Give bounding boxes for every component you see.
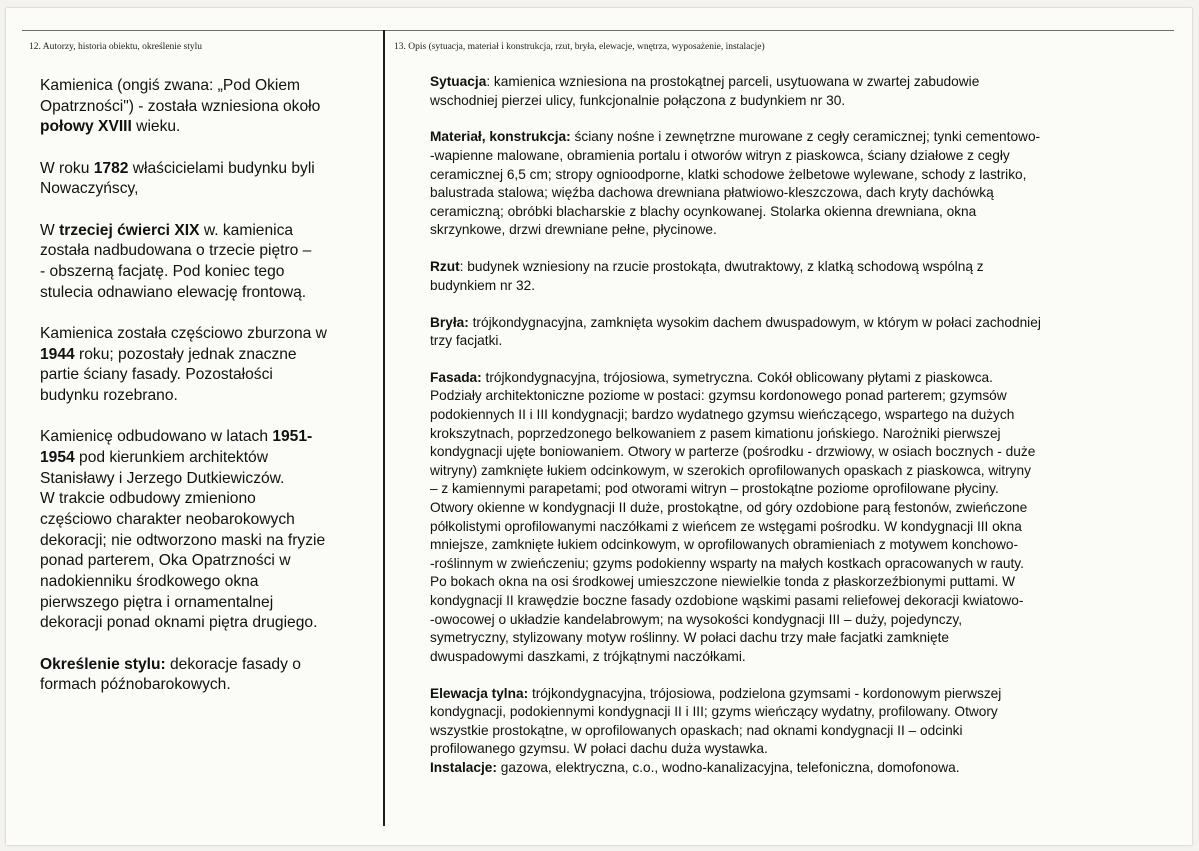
text-line: kondygnacji II krawędzie boczne fasady ozdobione wąskimi pasami reliefowej dekoracji kwiatowo- [430,593,1024,608]
text-run: : budynek wzniesiony na rzucie prostokąta, dwutraktowy, z klatką schodową wspólną z [459,259,984,275]
section-instalacje [430,759,1170,778]
section-label: Rzut [430,259,460,275]
emphasis: 1954 [40,448,75,466]
section-sytuacja [430,73,1170,110]
text-line: - obszerną facjatę. Pod koniec tego [40,262,285,280]
text-line [40,117,370,138]
top-rule [22,30,1174,31]
section-fasada [430,369,1170,667]
text-run: w. kamienica [199,221,294,239]
text-line: -roślinnym w zwieńczeniu; gzyms podokienny wsparty na małych kostkach opracowanych w rauty. [430,555,1024,571]
text-line: balustrada stalowa; więźba dachowa drewniana płatwiowo-kleszczowa, dach kryty dachówką [430,185,994,201]
text-line [40,221,370,242]
text-line: wschodniej pierzei ulicy, funkcjonalnie połączona z budynkiem nr 30. [430,92,846,108]
text-run: dekoracje fasady o [165,655,301,673]
text-line [430,369,1170,388]
text-line: -owocowej o układzie kandelabrowym; na wysokości kondygnacji III – duży, pojedynczy, [430,611,963,627]
text-line: ponad parterem, Oka Opatrzności w [40,552,291,570]
emphasis: 1951- [272,428,313,446]
section-label: Elewacja tylna: [430,685,529,701]
text-line: nadokienniku środkowego okna [40,573,259,591]
section-12-header: 12. Autorzy, historia obiektu, określenie stylu [29,42,202,52]
text-line [40,427,370,448]
emphasis: 1782 [93,159,129,177]
text-line: symetryczny, stylizowany motyw roślinny. W połaci dachu trzy małe facjatki zamknięte [430,630,950,646]
text-line: formach późnobarokowych. [40,676,231,694]
text-line: stulecia odnawiano elewację frontową. [40,283,307,301]
text-line: została nadbudowana o trzecie piętro – [40,242,312,260]
text-run: wieku. [131,118,181,136]
text-line [40,159,370,180]
text-run: trójkondygnacyjna, trójosiowa, symetryczna. Cokół oblicowany płytami z piaskowca. [481,369,993,385]
text-line: ceramicznej 6,5 cm; stropy ognioodporne, klatki schodowe żelbetowe wylewane, schody z lastriko, [430,166,1027,182]
section-label: Fasada: [430,369,482,385]
emphasis: połowy XVIII [40,118,132,136]
emphasis: trzeciej ćwierci XIX [59,221,200,239]
text-run: Kamienicę odbudowano w latach [40,428,273,446]
section-elewacja-tylna [430,685,1170,759]
text-line [430,314,1170,333]
text-line: – z kamiennymi parapetami; pod otworami witryn – prostokątne poziome oprofilowane płyciny. [430,481,999,497]
text-line: budynku rozebrano. [40,386,178,404]
text-line: Podziały architektoniczne poziome w postaci: gzymsu kordonowego ponad parterem; gzymsów [430,388,1007,404]
text-line: W trakcie odbudowy zmieniono [40,490,256,508]
text-line: mniejsze, zamknięte łukiem odcinkowym, w oprofilowanych obramieniach z motywem konchowo- [430,537,1019,553]
text-line [430,258,1170,277]
text-line: ceramiczną; obróbki blacharskie z blachy ocynkowanej. Stolarka okienna drewniana, okna [430,203,977,219]
paragraph-extension [40,221,370,304]
text-line: budynkiem nr 32. [430,277,535,293]
text-line: krokszytnach, poprzedzonego belkowaniem z pasem kimationu jońskiego. Narożniki pierwszej [430,425,1001,441]
paragraph-reconstruction [40,427,370,634]
section-material [430,128,1170,240]
section-label: Materiał, konstrukcja: [430,129,571,145]
paragraph-style [40,655,370,696]
text-line: częściowo charakter neobarokowych [40,510,295,528]
text-run: W [40,221,60,239]
text-run: trójkondygnacyjna, trójosiowa, podzielona gzymsami - kordonowym pierwszej [528,685,1002,701]
paragraph-owners [40,159,370,200]
column-divider [383,30,385,826]
text-line: partie ściany fasady. Pozostałości [40,366,273,384]
text-line: Po bokach okna na osi środkowej umieszczone niewielkie tonda z płaskorzeźbionymi puttami. W [430,574,1016,590]
history-column [40,76,370,717]
text-line: witryny) zamknięte łukiem odcinkowym, w szerokich oprofilowanych opaskach z piaskowca, witryny [430,462,1031,478]
section-rzut [430,258,1170,295]
emphasis: 1944 [40,345,75,363]
text-line: trzy facjatki. [430,333,503,349]
text-line: dekoracji ponad oknami piętra drugiego. [40,614,318,632]
section-label: Bryła: [430,314,469,330]
text-run: gazowa, elektryczna, c.o., wodno-kanalizacyjna, telefoniczna, domofonowa. [496,759,960,775]
text-line: profilowanego gzymsu. W połaci dachu duża wystawka. [430,741,768,757]
paragraph-origin [40,76,370,138]
text-line [430,128,1170,147]
section-label: Instalacje: [430,759,497,775]
text-line [430,73,1170,92]
section-bryla [430,314,1170,351]
text-run: roku; pozostały jednak znaczne [74,345,297,363]
text-line [430,685,1170,704]
text-line [430,759,1170,778]
style-label: Określenie stylu: [40,655,166,673]
text-line: kondygnacji, podokiennymi kondygnacji II i III; gzyms wieńczący wydatny, profilowany. Otwory [430,704,998,720]
text-line [40,655,370,676]
text-run: W roku [40,159,94,177]
section-13-header: 13. Opis (sytuacja, materiał i konstrukcja, rzut, bryła, elewacje, wnętrza, wyposażenie, instalacje) [394,42,765,52]
text-line: Otwory okienne w kondygnacji II duże, prostokątne, od góry ozdobione parą festonów, zwieńczone [430,500,1028,516]
description-column [430,73,1170,778]
text-line: pierwszego piętra i ornamentalnej [40,593,274,611]
text-line: Nowaczyńscy, [40,180,139,198]
text-line: półkolistymi oprofilowanymi naczółkami z wieńcem ze wstęgami pośrodku. W kondygnacji III okna [430,518,1022,534]
text-line: Stanisławy i Jerzego Dutkiewiczów. [40,469,285,487]
text-line: dwuspadowymi daszkami, z trójkątnymi naczółkami. [430,648,746,664]
text-run: ściany nośne i zewnętrzne murowane z cegły ceramicznej; tynki cementowo- [570,129,1041,145]
text-line: skrzynkowe, drzwi drewniane pełne, płycinowe. [430,222,717,238]
text-line [40,345,370,366]
text-line: podokiennych II i III kondygnacji; bardzo wydatnego gzymsu wieńczącego, wspartego na dużych [430,407,1015,423]
text-line: Kamienica została częściowo zburzona w [40,324,327,342]
text-line: kondygnacji ujęte boniowaniem. Otwory w parterze (pośrodku - drzwiowy, w osiach bocznych - duże [430,444,1036,460]
text-run: właścicielami budynku byli [128,159,315,177]
text-line: Opatrzności") - została wzniesiona około [40,97,321,115]
text-line: wszystkie prostokątne, w oprofilowanych opaskach; nad oknami kondygnacji II – odcinki [430,722,963,738]
text-line: Kamienica (ongiś zwana: „Pod Okiem [40,77,301,94]
text-run: : kamienica wzniesiona na prostokątnej parceli, usytuowana w zwartej zabudowie [486,74,980,89]
text-run: pod kierunkiem architektów [74,448,268,466]
section-label: Sytuacja [430,74,487,89]
text-line: dekoracji; nie odtworzono maski na fryzie [40,531,326,549]
text-run: trójkondygnacyjna, zamknięta wysokim dachem dwuspadowym, w którym w połaci zachodniej [468,314,1041,330]
text-line [40,448,370,469]
text-line: -wapienne malowane, obramienia portalu i otworów witryn z piaskowca, ściany działowe z cegły [430,147,1010,163]
paragraph-destruction [40,324,370,407]
